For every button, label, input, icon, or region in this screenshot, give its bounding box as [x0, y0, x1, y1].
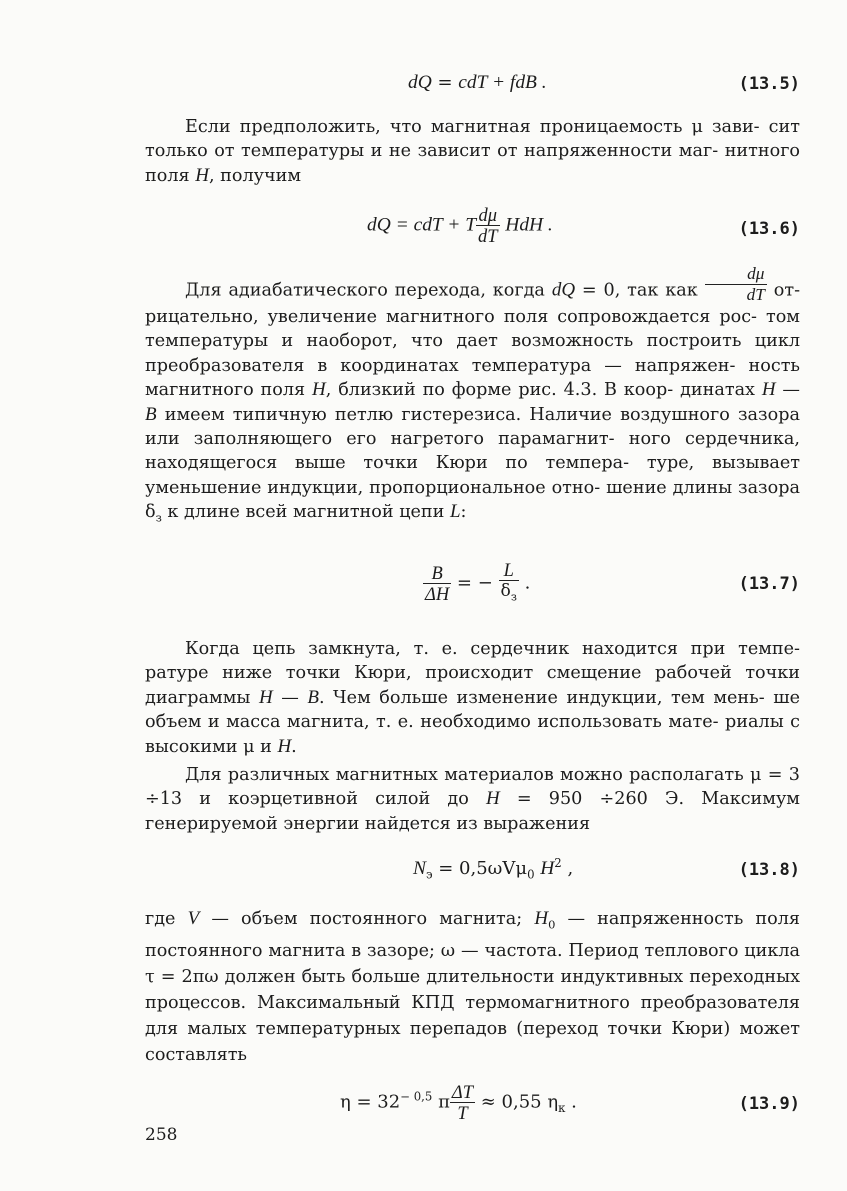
subscript: э [425, 867, 433, 882]
text: динатах [680, 380, 755, 401]
equation-13-5 [145, 66, 800, 106]
text: — напряженность поля [555, 909, 801, 929]
equation-13-6-formula [367, 205, 553, 246]
denominator: dT [478, 226, 498, 246]
symbol: H [258, 686, 273, 708]
symbol: H [277, 735, 292, 757]
eq-mid: = − [456, 572, 493, 594]
text: сит только от температуры и не зависит от напряженности маг- [145, 117, 800, 162]
text: воздушного зазора или заполняющего его нагретого парамагнит- [145, 404, 800, 450]
equation-number: (13.8) [738, 860, 800, 880]
equation-number: (13.7) [738, 574, 800, 594]
subscript: 0 [527, 867, 535, 882]
numerator: L [499, 560, 519, 581]
text: Для различных магнитных материалов можно располагать [185, 765, 744, 785]
symbol: H [761, 379, 776, 401]
text: цикл преобразователя в координатах температура — напряжен- [145, 331, 801, 376]
text: рицательно, увеличение магнитного поля сопровождается рос- [145, 307, 758, 327]
text: генерируемой энергии найдется из выражения [145, 813, 591, 834]
text: — объем постоянного магнита; [199, 909, 523, 929]
paragraph-1 [145, 115, 800, 188]
equation-13-5-formula: dQ = cdT + fdB . [408, 72, 547, 93]
denominator: T [457, 1103, 468, 1123]
numerator: B [423, 563, 451, 584]
text: диаграммы [145, 687, 251, 708]
symbol: H [534, 908, 549, 929]
text: μ = 3 ÷13 и коэрцетивной силой до [145, 765, 801, 810]
denominator: dT [746, 285, 765, 304]
text: точки Кюри) может составлять [145, 1018, 801, 1065]
eq-tail: , [561, 858, 574, 879]
delta: δ [500, 581, 511, 601]
symbol: H [195, 164, 209, 186]
fraction-left [423, 563, 451, 604]
eq-rhs: cdT + fdB . [458, 72, 547, 93]
text: — [775, 380, 801, 401]
text: шение длины зазора δ [145, 477, 801, 523]
numerator: dμ [476, 205, 500, 226]
fraction [476, 205, 500, 246]
denominator [499, 581, 519, 607]
text: том температуры и наоборот, что дает возможность построить [145, 307, 800, 352]
text: постоянного магнита в зазоре; ω — частота. Период теплового [145, 940, 739, 961]
eq-lhs: η = 32 [340, 1091, 401, 1113]
text: : [460, 502, 467, 523]
text: . Чем больше изменение индукции, тем мень- [318, 687, 765, 708]
equation-number: (13.6) [738, 219, 800, 239]
text: Для адиабатического перехода, когда [185, 280, 545, 301]
text: туре, вызывает уменьшение индукции, пропорциональное отно- [145, 453, 800, 498]
fraction [705, 264, 767, 305]
text: риалы с высокими μ и [145, 712, 801, 757]
symbol: L [449, 501, 461, 523]
numerator: ΔT [451, 1082, 473, 1102]
page-number: 258 [145, 1125, 178, 1145]
text: к длине всей магнитной цепи [161, 502, 445, 523]
equation-13-7 [145, 560, 800, 612]
subscript: к [558, 1101, 566, 1116]
equation-13-8-formula [413, 856, 573, 882]
fraction-right [499, 560, 519, 607]
eq-tail: HdH . [505, 214, 553, 236]
symbol: dQ [551, 279, 576, 301]
text: = 950 ÷260 Э. Максимум [499, 789, 800, 810]
text: Если предположить, что магнитная проницаемость μ зави- [185, 117, 760, 137]
text: ность магнитного поля [145, 355, 800, 401]
eq-lhs: N [413, 858, 426, 879]
equation-13-6 [145, 205, 800, 253]
eq-rhs: = 0,5ωVμ [438, 858, 528, 879]
superscript: 2 [554, 856, 562, 870]
text: ного сердечника, находящегося выше точки Кюри по темпера- [145, 429, 800, 474]
equation-number: (13.5) [738, 74, 800, 94]
text: нитного поля [145, 141, 801, 186]
text: ратуре ниже точки Кюри, происходит смещение рабочей точки [145, 663, 800, 684]
text: . [291, 736, 297, 757]
text: где [145, 909, 176, 929]
subscript: з [510, 590, 517, 604]
symbol: B [307, 686, 319, 708]
subscript: 0 [548, 917, 556, 932]
fraction [450, 1082, 475, 1123]
equation-13-9 [145, 1082, 800, 1130]
text: преобразователя для малых температурных перепадов (переход [145, 992, 800, 1039]
text: ше объем и масса магнита, т. е. необходимо использовать мате- [145, 687, 800, 733]
eq-dot: . [565, 1091, 577, 1113]
text: цикла τ = 2πω должен быть больше длительности индуктивных [145, 940, 800, 987]
numerator: dμ [705, 264, 767, 285]
symbol: H [485, 788, 500, 810]
subscript: з [155, 510, 162, 525]
equation-13-9-formula [340, 1082, 577, 1123]
text: Когда цепь замкнута, т. е. сердечник находится при темпе- [185, 639, 800, 659]
equation-13-8 [145, 852, 800, 892]
text: , получим [208, 165, 302, 186]
text: переходных процессов. Максимальный КПД термомагнитного [145, 966, 801, 1013]
superscript: − 0,5 [400, 1089, 433, 1104]
paragraph-4 [145, 763, 800, 836]
paragraph-5 [145, 906, 800, 1068]
paragraph-3 [145, 637, 800, 759]
text: имеем типичную петлю гистерезиса. Наличие [156, 404, 612, 425]
pi: π [438, 1091, 450, 1113]
text: = 0, так как [581, 280, 698, 301]
symbol: H [540, 858, 555, 879]
text: от- [773, 280, 801, 301]
eq-lhs: dQ [408, 72, 432, 93]
eq-dot: . [524, 572, 531, 594]
eq-tail: ≈ 0,55 η [480, 1091, 559, 1113]
symbol: B [145, 403, 157, 425]
eq-lhs: dQ = cdT + T [367, 214, 477, 236]
equation-number: (13.9) [738, 1094, 800, 1114]
equation-13-7-formula [423, 560, 530, 607]
symbol: H [312, 379, 326, 401]
text: , близкий по форме рис. 4.3. В коор- [325, 380, 674, 401]
symbol: V [187, 908, 200, 929]
denominator: ΔH [425, 584, 450, 605]
text: — [272, 687, 308, 708]
